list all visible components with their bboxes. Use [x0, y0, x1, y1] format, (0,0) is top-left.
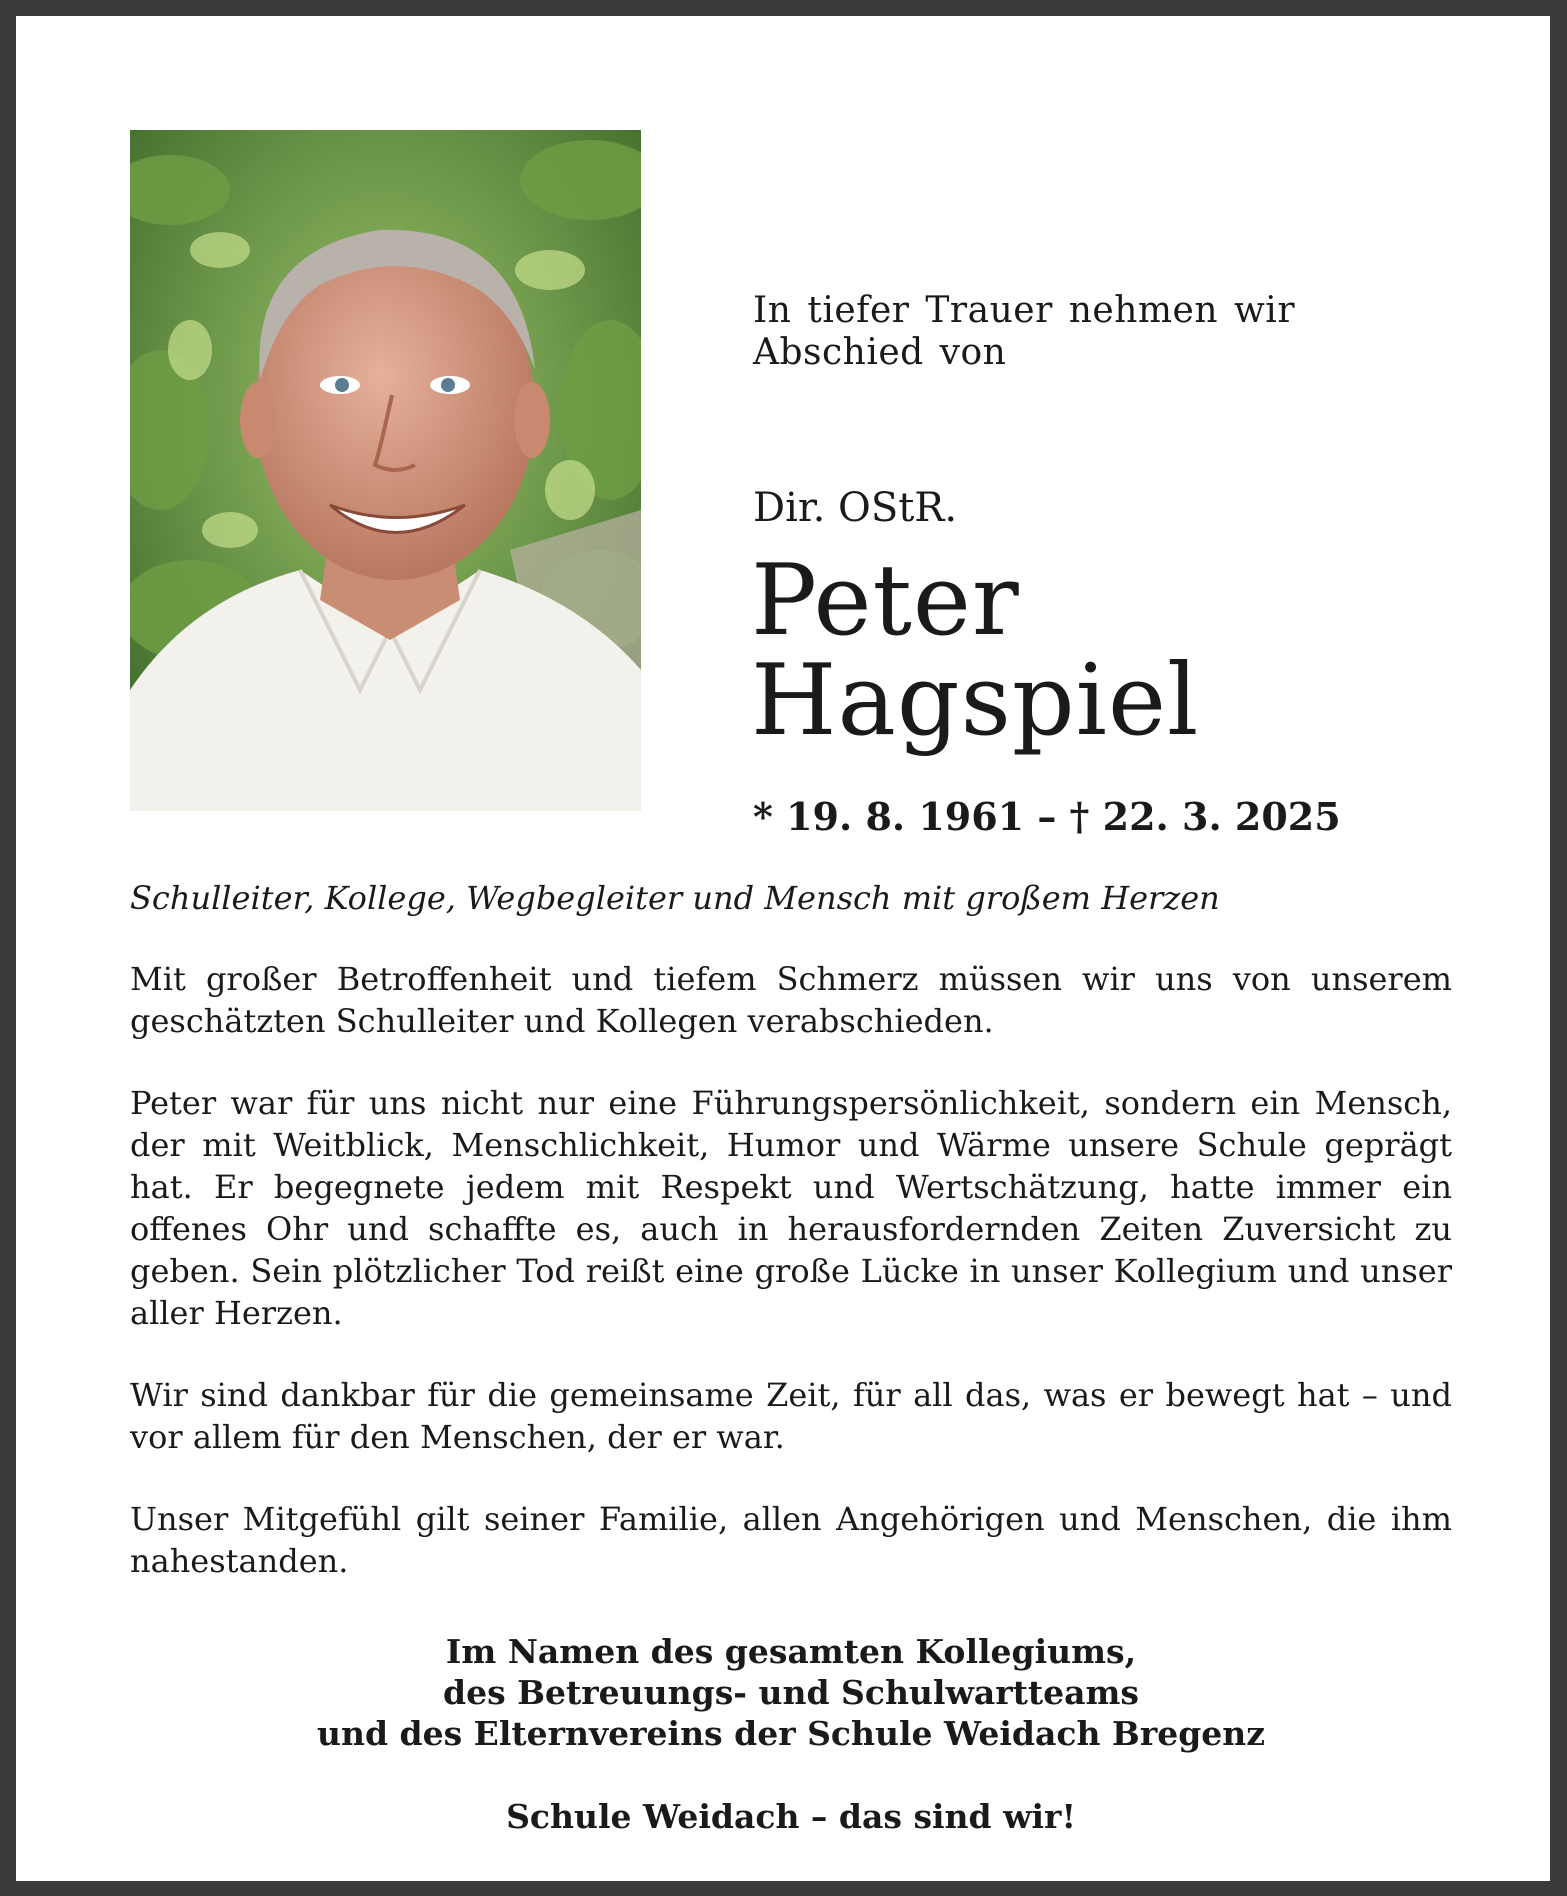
- school-motto: Schule Weidach – das sind wir!: [506, 1797, 1076, 1836]
- honorific-title: Dir. OStR.: [753, 485, 958, 531]
- signoff-line: und des Elternvereins der Schule Weidach Bregenz: [316, 1714, 1266, 1753]
- paragraph: Unser Mitgefühl gilt seiner Familie, allen Angehörigen und Menschen, die ihm nahestanden.: [130, 1500, 1452, 1580]
- life-dates: * 19. 8. 1961 – † 22. 3. 2025: [753, 794, 1341, 839]
- paragraph: Wir sind dankbar für die gemeinsame Zeit, für all das, was er bewegt hat – und vor allem für den Menschen, der er war.: [130, 1376, 1452, 1456]
- first-name: Peter: [751, 544, 1020, 658]
- tagline: Schulleiter, Kollege, Wegbegleiter und Mensch mit großem Herzen: [130, 879, 1220, 917]
- signoff-block: [130, 1631, 1452, 1754]
- last-name: Hagspiel: [751, 644, 1200, 758]
- paragraph: Mit großer Betroffenheit und tiefem Schmerz müssen wir uns von unserem geschätzten Schulleiter und Kollegen verabschieden.: [130, 960, 1452, 1040]
- portrait-image: [130, 130, 641, 811]
- portrait-photo: [130, 130, 641, 811]
- paragraph: Peter war für uns nicht nur eine Führungspersönlichkeit, sondern ein Mensch, der mit Weitblick, Menschlichkeit, Humor und Wärme unsere Schule geprägt hat. Er begegnete jedem mit Respekt und Wertschätzung, hatte immer ein offenes Ohr und schaffte es, auch in herausfordernden Zeiten Zuversicht zu geben. Sein plötzlicher Tod reißt eine große Lücke in unser Kollegium und unser aller Herzen.: [130, 1084, 1452, 1332]
- obituary-card: [16, 16, 1550, 1881]
- signoff-line: Im Namen des gesamten Kollegiums,: [445, 1632, 1137, 1671]
- signoff-line: des Betreuungs- und Schulwartteams: [443, 1673, 1139, 1712]
- obituary-body: [130, 958, 1452, 1622]
- intro-text: In tiefer Trauer nehmen wir Abschied von: [753, 290, 1296, 373]
- deceased-name: [751, 544, 1200, 758]
